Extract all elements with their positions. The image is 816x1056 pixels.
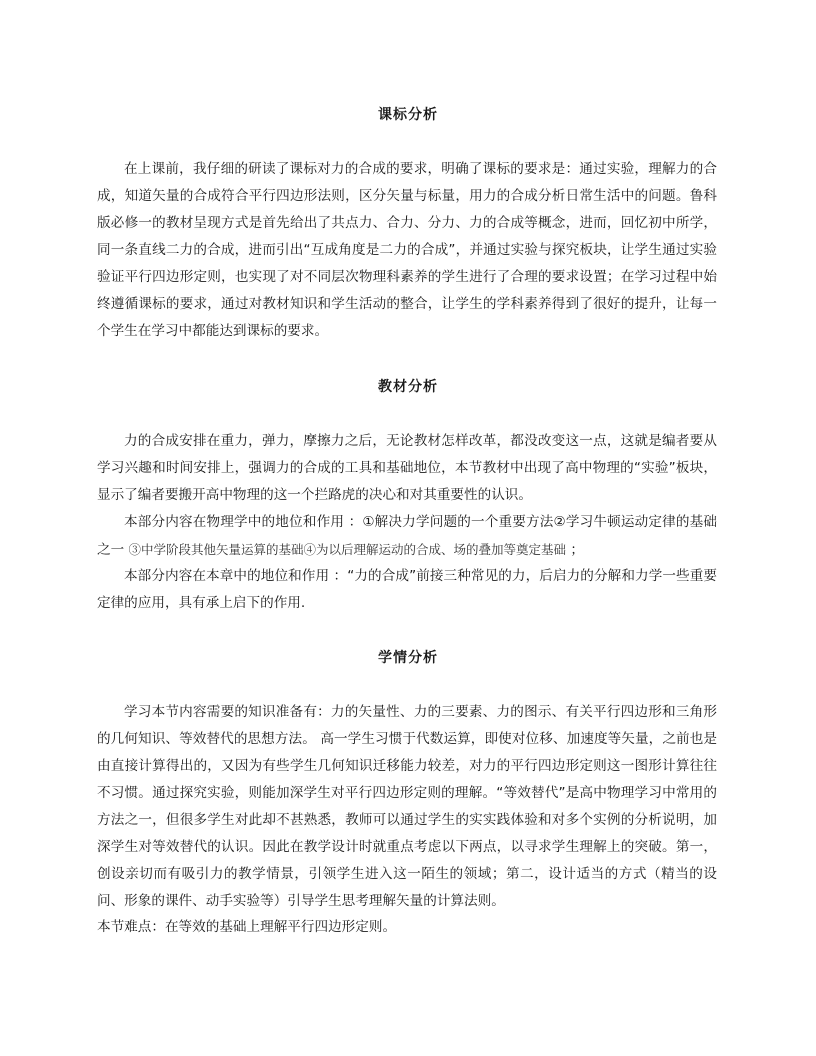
- textbook-p2-part-a: 本部分内容在物理学中的地位和作用 ：①解决力学问题的一个重要方法②学习牛顿运动定律的基础之一: [97, 514, 717, 558]
- textbook-paragraph-2: [97, 509, 717, 564]
- section-heading-curriculum: 课标分析: [378, 107, 438, 123]
- section-heading-learner: 学情分析: [378, 650, 438, 666]
- learner-paragraph: 学习本节内容需要的知识准备有：力的矢量性、力的三要素、力的图示、有关平行四边形和三角形的几何知识、等效替代的思想方法。 高一学生习惯于代数运算，即使对位移、加速度等矢量，之前也是由直接计算得出的，又因为有些学生几何知识迁移能力较差，对力的平行四边形定则这一图形计算往往不习惯。通过探究实验，则能加深学生对平行四边形定则的理解。“等效替代”是高中物理学习中常用的方法之一，但很多学生对此却不甚熟悉，教师可以通过学生的实实践体验和对多个实例的分析说明，加深学生对等效替代的认识。因此在教学设计时就重点考虑以下两点，以寻求学生理解上的突破。第一，创设亲切而有吸引力的教学情景，引领学生进入这一陌生的领域；第二，设计适当的方式（精当的设问、形象的课件、动手实验等）引导学生思考理解矢量的计算法则。: [97, 704, 717, 909]
- textbook-paragraph-3: 本部分内容在本章中的地位和作用 ：“力的合成”前接三种常见的力，后启力的分解和力学一些重要定律的应用，具有承上启下的作用.: [97, 568, 717, 611]
- textbook-paragraph-1: 力的合成安排在重力，弹力，摩擦力之后，无论教材怎样改革，都没改变这一点，这就是编者要从学习兴趣和时间安排上，强调力的合成的工具和基础地位，本节教材中出现了高中物理的“实验”板块，显示了编者要搬开高中物理的这一个拦路虎的决心和对其重要性的认识。: [97, 433, 717, 503]
- textbook-p2-part-b: ③中学阶段其他矢量运算的基础④为以后理解运动的合成、场的叠加等奠定基础: [128, 542, 567, 557]
- section-heading-textbook: 教材分析: [378, 379, 438, 395]
- difficulty-line: 本节难点：在等效的基础上理解平行四边形定则。: [97, 919, 397, 935]
- curriculum-paragraph: 在上课前，我仔细的研读了课标对力的合成的要求，明确了课标的要求是：通过实验，理解力的合成，知道矢量的合成符合平行四边形法则，区分矢量与标量，用力的合成分析日常生活中的问题。鲁科版必修一的教材呈现方式是首先给出了共点力、合力、分力、力的合成等概念，进而，回忆初中所学，同一条直线二力的合成，进而引出“互成角度是二力的合成”，并通过实验与探究板块，让学生通过实验验证平行四边形定则，也实现了对不同层次物理科素养的学生进行了合理的要求设置；在学习过程中始终遵循课标的要求，通过对教材知识和学生活动的整合，让学生的学科素养得到了很好的提升，让每一个学生在学习中都能达到课标的要求。: [97, 161, 717, 339]
- textbook-p2-part-c: ；: [566, 542, 584, 558]
